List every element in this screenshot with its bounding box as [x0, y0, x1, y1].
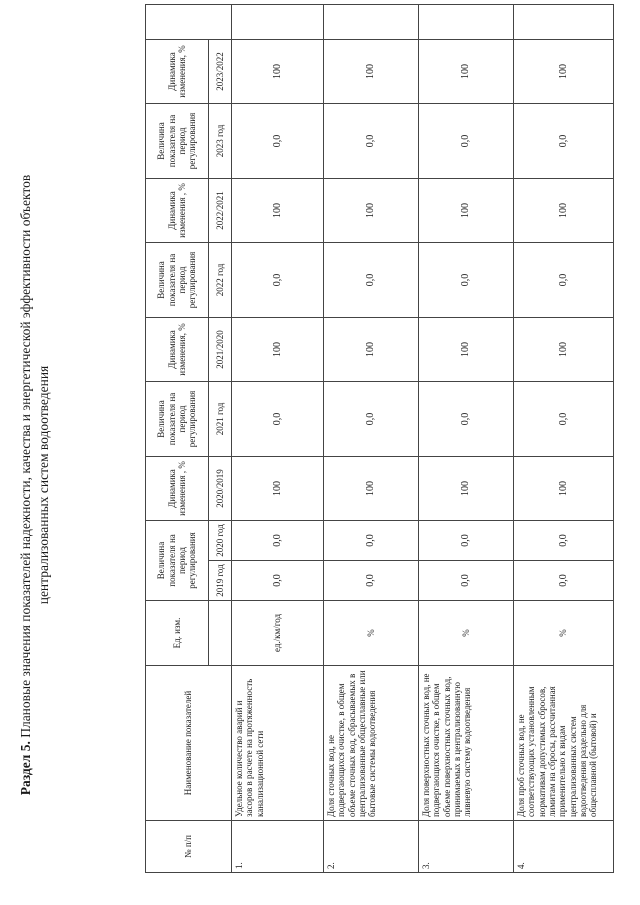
header-2021-2020: 2021/2020 — [209, 317, 232, 381]
row-num: 1. — [232, 821, 324, 873]
indicators-table — [145, 4, 614, 873]
row-dynamics-2021: 100 — [514, 317, 614, 381]
row-dynamics-2022: 100 — [232, 178, 324, 242]
row-num: 2. — [324, 821, 419, 873]
header-unit: Ед. изм. — [146, 601, 209, 666]
row-value-2022: 0,0 — [514, 242, 614, 317]
header-num: № п/п — [146, 821, 232, 873]
row-dynamics-2021: 100 — [232, 317, 324, 381]
header-dynamics: Динамика изменения , % — [146, 456, 209, 520]
row-unit: % — [514, 601, 614, 666]
row-value-2019: 0,0 — [324, 561, 419, 601]
section-title — [18, 105, 34, 865]
row-value-2023: 0,0 — [514, 103, 614, 178]
row-value-2019: 0,0 — [232, 561, 324, 601]
row-unit: ед./км/год — [232, 601, 324, 666]
header-value-period: Величина показателя на период регулирования — [146, 520, 209, 600]
header-2022-2021: 2022/2021 — [209, 178, 232, 242]
header-dynamics: Динамика изменения, % — [146, 39, 209, 103]
header-spacer — [146, 4, 232, 39]
row-dynamics-2020: 100 — [514, 456, 614, 520]
row-value-2021: 0,0 — [514, 381, 614, 456]
header-value-period: Величина показателя на период регулирования — [146, 103, 209, 178]
row-name: Доля поверхностных сточных вод, не подвергающихся очистке, в общем объеме поверхностных сточных вод, принимаемых в централизованную ливневую систему водоотведения — [419, 666, 514, 821]
header-dynamics: Динамика изменения , % — [146, 178, 209, 242]
row-value-2023: 0,0 — [232, 103, 324, 178]
row-dynamics-2020: 100 — [232, 456, 324, 520]
header-value-period: Величина показателя на период регулирования — [146, 381, 209, 456]
row-value-2022: 0,0 — [419, 242, 514, 317]
table-row — [232, 4, 324, 872]
row-num: 3. — [419, 821, 514, 873]
row-name: Удельное количество аварий и засоров в расчете на протяженность канализационной сети — [232, 666, 324, 821]
row-spacer — [324, 4, 419, 39]
row-value-2019: 0,0 — [419, 561, 514, 601]
row-dynamics-2020: 100 — [419, 456, 514, 520]
row-value-2020: 0,0 — [419, 520, 514, 560]
row-value-2020: 0,0 — [232, 520, 324, 560]
row-value-2020: 0,0 — [514, 520, 614, 560]
row-num: 4. — [514, 821, 614, 873]
section-title-text: Плановые значения показателей надежности, качества и энергетической эффективности объектов — [18, 174, 33, 742]
header-2022: 2022 год — [209, 242, 232, 317]
row-dynamics-2023: 100 — [232, 39, 324, 103]
header-2020-2019: 2020/2019 — [209, 456, 232, 520]
row-dynamics-2021: 100 — [419, 317, 514, 381]
row-name: Доля проб сточных вод, не соответствующих установленным нормативам допустимых сбросов, лимитам на сбросы, рассчитанная применительно к видам централизованных систем водоотведения раздельно для общесплавной (бытовой) и — [514, 666, 614, 821]
row-unit: % — [324, 601, 419, 666]
row-value-2021: 0,0 — [324, 381, 419, 456]
row-value-2023: 0,0 — [324, 103, 419, 178]
row-dynamics-2023: 100 — [514, 39, 614, 103]
header-2023: 2023 год — [209, 103, 232, 178]
row-spacer — [419, 4, 514, 39]
row-value-2023: 0,0 — [419, 103, 514, 178]
row-dynamics-2020: 100 — [324, 456, 419, 520]
header-2021: 2021 год — [209, 381, 232, 456]
row-dynamics-2022: 100 — [324, 178, 419, 242]
row-value-2019: 0,0 — [514, 561, 614, 601]
header-name: Наименование показателей — [146, 666, 232, 821]
table-row — [514, 4, 614, 872]
row-value-2022: 0,0 — [232, 242, 324, 317]
row-value-2021: 0,0 — [232, 381, 324, 456]
row-dynamics-2023: 100 — [324, 39, 419, 103]
row-dynamics-2022: 100 — [514, 178, 614, 242]
row-value-2022: 0,0 — [324, 242, 419, 317]
row-dynamics-2022: 100 — [419, 178, 514, 242]
header-2023-2022: 2023/2022 — [209, 39, 232, 103]
row-dynamics-2021: 100 — [324, 317, 419, 381]
header-year-2019: 2019 год — [209, 561, 232, 601]
table-header-row — [146, 4, 209, 872]
row-spacer — [514, 4, 614, 39]
row-dynamics-2023: 100 — [419, 39, 514, 103]
section-label: Раздел 5. — [18, 741, 33, 796]
row-unit: % — [419, 601, 514, 666]
header-unit-blank — [209, 601, 232, 666]
row-value-2021: 0,0 — [419, 381, 514, 456]
header-dynamics: Динамика изменения, % — [146, 317, 209, 381]
row-value-2020: 0,0 — [324, 520, 419, 560]
table-row — [419, 4, 514, 872]
row-spacer — [232, 4, 324, 39]
header-value-period: Величина показателя на период регулирования — [146, 242, 209, 317]
row-name: Доля сточных вод, не подвергающихся очистке, в общем объеме сточных вод, сбрасываемых в централизованные общесплавные или бытовые системы водоотведения — [324, 666, 419, 821]
table-row — [324, 4, 419, 872]
section-subtitle: централизованных систем водоотведения — [36, 365, 51, 605]
header-year-2020: 2020 год — [209, 520, 232, 560]
